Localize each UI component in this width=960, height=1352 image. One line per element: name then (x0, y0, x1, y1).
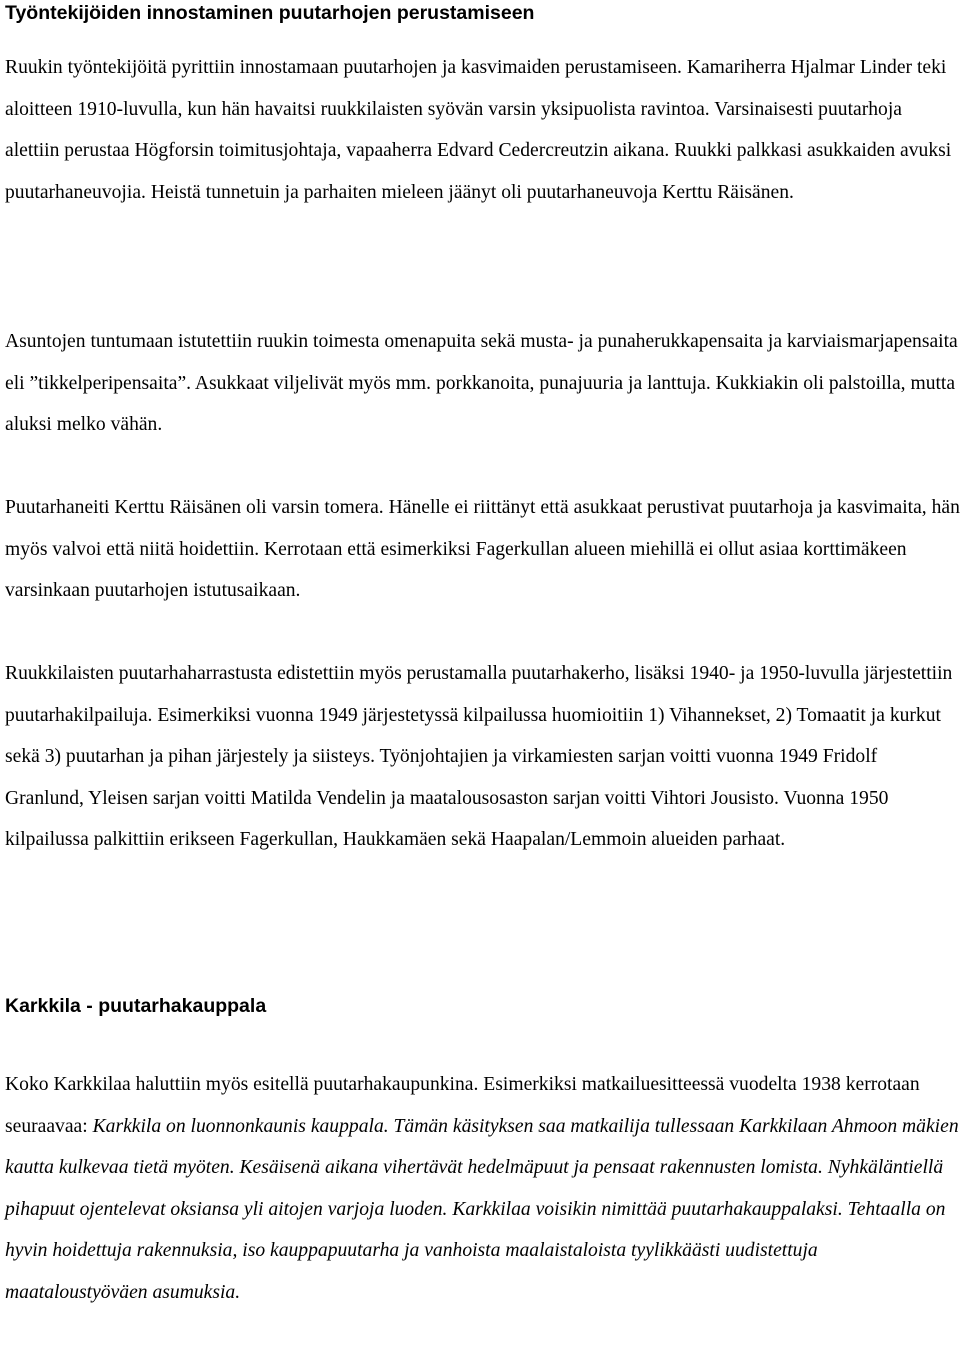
brochure-intro-text: Koko Karkkilaa haluttiin myös esitellä puutarhakaupunkina. Esimerkiksi matkailuesitteessä vuodelta 1938 kerrotaan seuraavaa: (5, 1074, 920, 1137)
paragraph-plantings: Asuntojen tuntumaan istutettiin ruukin toimesta omenapuita sekä musta- ja punaherukkapensaita ja karviaismarjapensaita eli ”tikkelperipensaita”. Asukkaat viljelivät myös mm. porkkanoita, punajuuria ja lanttuja. Kukkiakin oli palstoilla, mutta aluksi melko vähän. (5, 331, 958, 435)
paragraph-linder-initiative: Ruukin työntekijöitä pyrittiin innostamaan puutarhojen ja kasvimaiden perustamiseen. Kamariherra Hjalmar Linder teki aloitteen 1910-luvulla, kun hän havaitsi ruukkilaisten syövän varsin yksipuolista ravintoa. Varsinaisesti puutarhoja alettiin perustaa Högforsin toimitusjohtaja, vapaaherra Edvard Cedercreutzin aikana. Ruukki palkkasi asukkaiden avuksi puutarhaneuvojia. Heistä tunnetuin ja parhaiten mieleen jäänyt oli puutarhaneuvoja Kerttu Räisänen. (5, 57, 952, 203)
paragraph-garden-competitions: Ruukkilaisten puutarhaharrastusta edistettiin myös perustamalla puutarhakerho, lisäksi 1940- ja 1950-luvulla järjestettiin puutarhakilpailuja. Esimerkiksi vuonna 1949 järjestetyssä kilpailussa huomioitiin 1) Vihannekset, 2) Tomaatit ja kurkut sekä 3) puutarhan ja pihan järjestely ja siisteys. Työnjohtajien ja virkamiesten sarjan voitti vuonna 1949 Fridolf Granlund, Yleisen sarjan voitti Matilda Vendelin ja maatalousosaston sarjan voitti Vihtori Jousisto. Vuonna 1950 kilpailussa palkittiin erikseen Fagerkullan, Haukkamäen sekä Haapalan/Lemmoin alueiden parhaat. (5, 663, 953, 850)
section-heading-workers: Työntekijöiden innostaminen puutarhojen perustamiseen (5, 2, 535, 24)
paragraph-raisanen: Puutarhaneiti Kerttu Räisänen oli varsin tomera. Hänelle ei riittänyt että asukkaat perustivat puutarhoja ja kasvimaita, hän myös valvoi että niitä hoidettiin. Kerrotaan että esimerkiksi Fagerkullan alueen miehillä ei ollut asiaa korttimäkeen varsinkaan puutarhojen istutusaikaan. (5, 497, 960, 601)
paragraph-karkkila-brochure (5, 1064, 960, 1313)
brochure-quote-text: Karkkila on luonnonkaunis kauppala. Tämän käsityksen saa matkailija tullessaan Karkkilaan Ahmoon mäkien kautta kulkevaa tietä myöten. Kesäisenä aikana vihertävät hedelmäpuut ja pensaat rakennusten lomista. Nyhkäläntiellä pihapuut ojentelevat oksiansa yli aitojen varjoja luoden. Karkkilaa voisikin nimittää puutarhakauppalaksi. Tehtaalla on hyvin hoidettuja rakennuksia, iso kauppapuutarha ja vanhoista maalaistaloista tyylikkäästi uudistettuja maataloustyöväen asumuksia. (5, 1115, 959, 1303)
section-heading-karkkila: Karkkila - puutarhakauppala (5, 995, 267, 1017)
